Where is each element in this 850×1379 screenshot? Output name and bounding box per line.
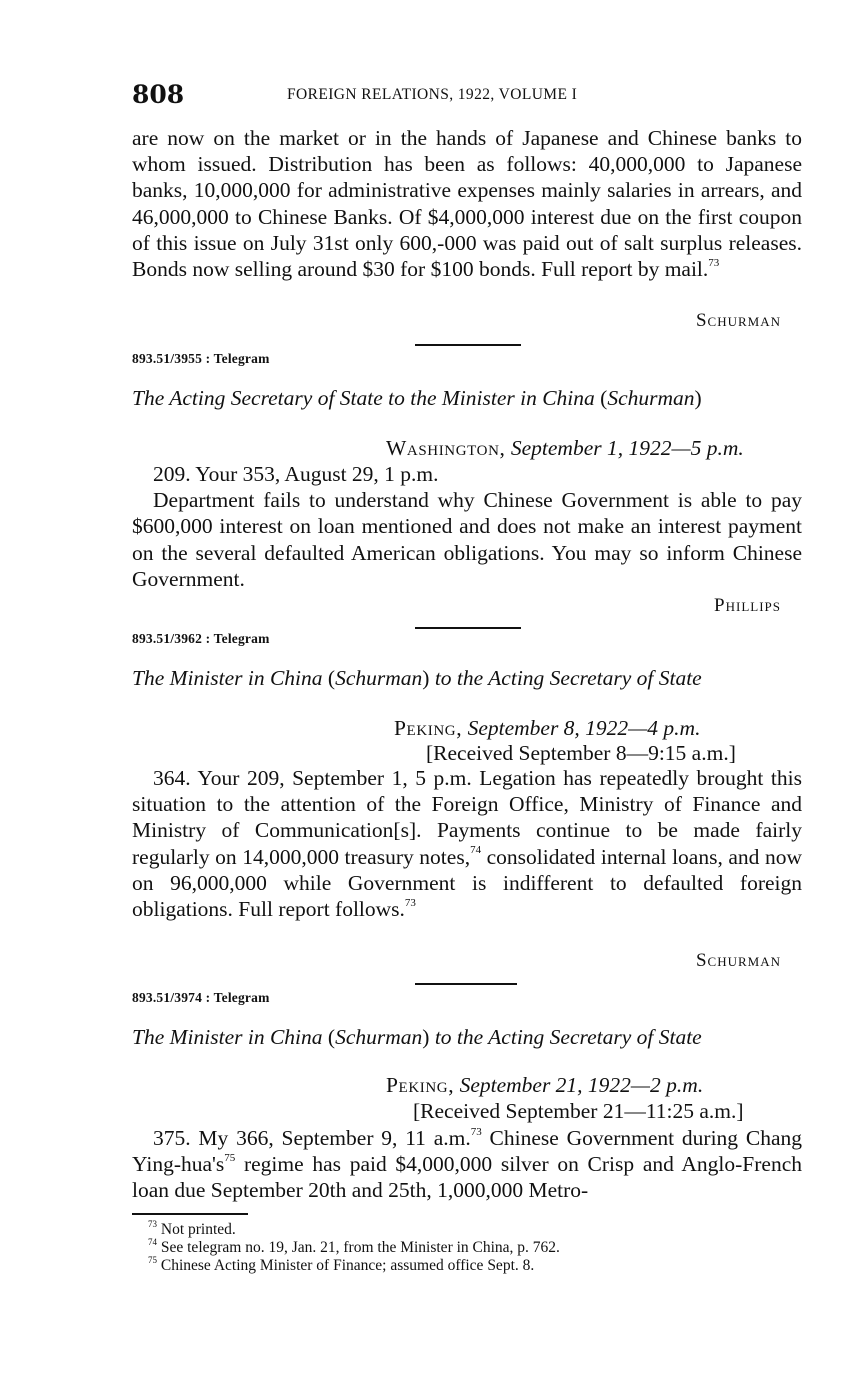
document-body (132, 461, 802, 592)
section-divider (415, 627, 521, 629)
received-line: [Received September 21—11:25 a.m.] (413, 1099, 744, 1123)
file-reference: 893.51/3974 : Telegram (132, 990, 270, 1005)
body-paragraph: 364. Your 209, September 1, 5 p.m. Legation has repeatedly brought this situation to the attention of the Foreign Office, Ministry of Finance and Ministry of Communication[s]. Payments continue to be made fairly regularly on 14,000,000 treasury notes,$^{74}$ consolidated internal loans, and now on 96,000,000 while Government is indifferent to defaulted foreign obligations. Full report follows.$^{73}$ (132, 766, 802, 922)
footnote: $^{74}$ See telegram no. 19, Jan. 21, from the Minister in China, p. 762. (148, 1236, 560, 1256)
running-head (132, 80, 802, 110)
page-number: 808 (132, 80, 185, 109)
signature-schurman-2: Schurman (695, 950, 781, 971)
file-reference: 893.51/3962 : Telegram (132, 631, 270, 646)
body-paragraph: 375. My 366, September 9, 11 a.m.$^{73}$ Chinese Government during Chang Ying-$hua's^{75}$ regime has paid $4,000,000 silver on Crisp and Anglo-French loan due September 20th and 25th, 1,000,000 Metro- (132, 1125, 802, 1203)
file-reference: 893.51/3955 : Telegram (132, 351, 270, 366)
dateline-date: September 8, 1922—4 p.m. (467, 716, 701, 740)
footnote: $^{73}$ Not printed. (148, 1218, 236, 1238)
dateline (394, 716, 700, 741)
footnote: $^{75}$ Chinese Acting Minister of Finance; assumed office Sept. 8. (148, 1254, 535, 1274)
footnote-ref: 74 (470, 844, 482, 857)
dateline-place: Washington, (386, 436, 506, 460)
footnotes (148, 1218, 808, 1275)
received-line: [Received September 8—9:15 a.m.] (426, 741, 736, 765)
document-heading: The Acting Secretary of State to the Minister in China (Schurman) (132, 386, 702, 410)
continuation-text: are now on the market or in the hands of Japanese and Chinese banks to whom issued. Distribution has been as follows: 40,000,000 to Japanese banks, 10,000,000 for administrative expenses mainly salaries in arrears, and 46,000,000 to Chinese Banks. Of $4,000,000 interest due on the first coupon of this issue on July 31st only 600,-000 was paid out of salt surplus releases. Bonds now selling around $30 for $100 bonds. Full report by mail. (132, 126, 802, 282)
dateline (386, 1073, 703, 1098)
footnote-divider (132, 1213, 248, 1215)
document-body (132, 1125, 802, 1204)
footnote-ref: 73 (708, 256, 720, 269)
body-paragraph: 209. Your 353, August 29, 1 p.m. (153, 462, 439, 486)
footnote-ref: 73 (470, 1125, 482, 1138)
signature-phillips: Phillips (714, 595, 781, 616)
dateline-place: Peking, (394, 716, 463, 740)
body-paragraph: Department fails to understand why Chinese Government is able to pay $600,000 interest on loan mentioned and does not make an interest payment on the several defaulted American obligations. You may so inform Chinese Government. (132, 488, 802, 591)
dateline-place: Peking, (386, 1073, 455, 1097)
continuation-paragraph (132, 125, 802, 282)
signature-schurman-1: Schurman (695, 310, 781, 331)
dateline-date: September 1, 1922—5 p.m. (510, 436, 744, 460)
section-divider (415, 344, 521, 346)
footnote-ref: 75 (224, 1152, 236, 1165)
running-title: FOREIGN RELATIONS, 1922, VOLUME I (287, 86, 578, 103)
document-body (132, 765, 802, 922)
document-heading: The Minister in China (Schurman) to the Acting Secretary of State (132, 1025, 702, 1049)
dateline (386, 436, 744, 461)
dateline-date: September 21, 1922—2 p.m. (459, 1073, 704, 1097)
footnote-ref: 73 (404, 896, 416, 909)
document-heading: The Minister in China (Schurman) to the Acting Secretary of State (132, 666, 702, 690)
section-divider (415, 983, 517, 985)
